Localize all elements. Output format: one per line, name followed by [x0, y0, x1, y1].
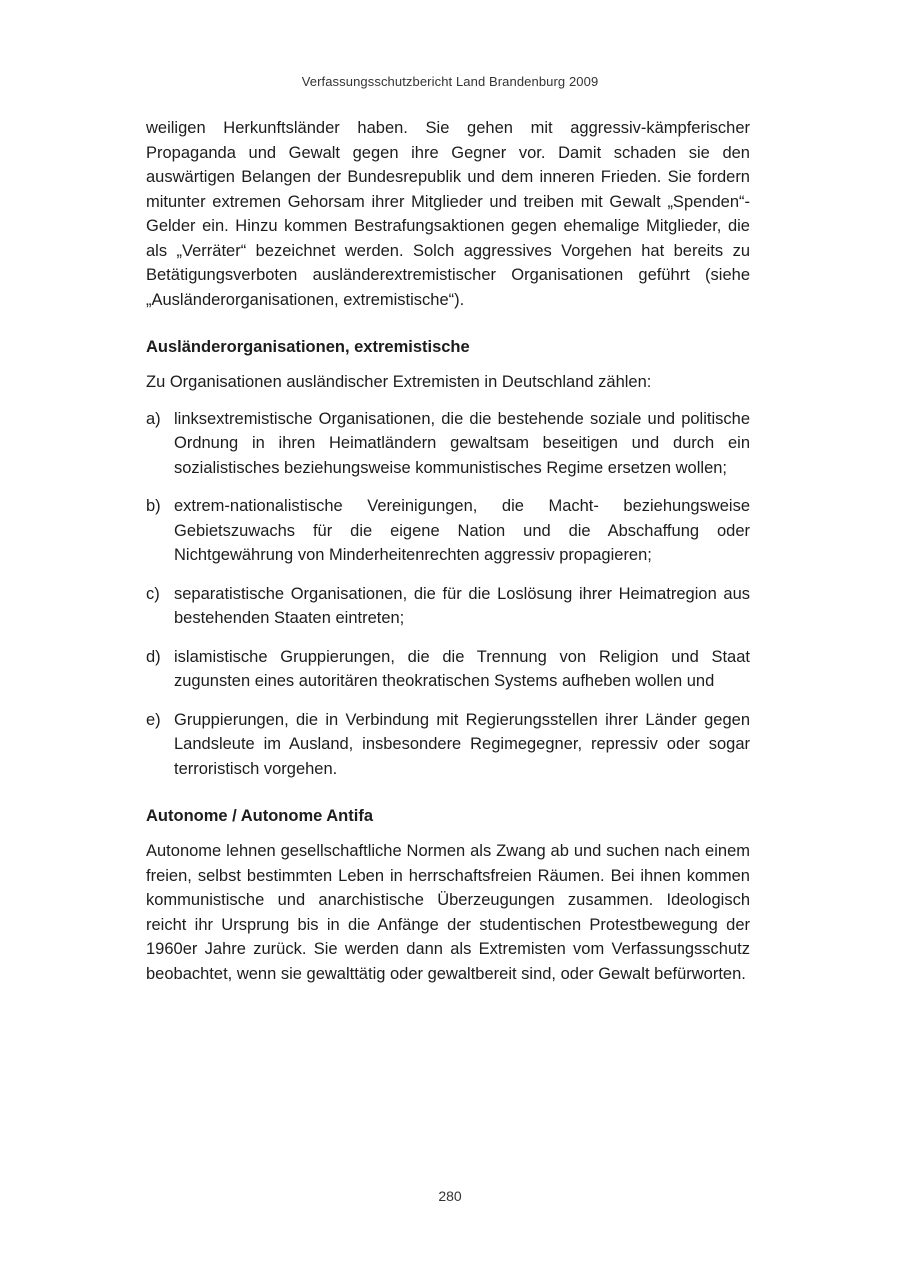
list-item-text: islamistische Gruppierungen, die die Trennung von Religion und Staat zugunsten eines autoritären theokratischen Systems aufheben wollen und — [174, 647, 750, 690]
continuation-paragraph: weiligen Herkunftsländer haben. Sie gehen mit aggressiv-kämpferischer Propaganda und Gewalt gegen ihre Gegner vor. Damit schaden sie den auswärtigen Belangen der Bundesrepublik und dem inneren Frieden. Sie fordern mitunter extremen Gehorsam ihrer Mitglieder und treiben mit Gewalt „Spenden“-Gelder ein. Hinzu kommen Bestrafungsaktionen gegen ehemalige Mitglieder, die als „Verräter“ bezeichnet werden. Solch aggressives Vorgehen hat bereits zu Betätigungsverboten ausländerextremistischer Organisationen geführt (siehe „Ausländerorganisationen, extremistische“). — [146, 119, 750, 309]
list-item-text: separatistische Organisationen, die für die Loslösung ihrer Heimatregion aus bestehenden Staaten eintreten; — [174, 584, 750, 627]
page-content — [146, 116, 750, 986]
list-item — [146, 708, 750, 782]
list-item — [146, 645, 750, 694]
autonome-paragraph: Autonome lehnen gesellschaftliche Normen als Zwang ab und suchen nach einem freien, selbst bestimmten Leben in herrschaftsfreien Räumen. Bei ihnen kommen kommunistische und anarchistische Überzeugungen zusammen. Ideologisch reicht ihr Ursprung bis in die Anfänge der studentischen Protestbewegung der 1960er Jahre zurück. Sie werden dann als Extremisten vom Verfassungsschutz beobachtet, wenn sie gewalttätig oder gewaltbereit sind, oder Gewalt befürworten. — [146, 842, 750, 983]
organisation-type-list — [146, 407, 750, 782]
list-item-text: Gruppierungen, die in Verbindung mit Regierungsstellen ihrer Länder gegen Landsleute im Ausland, insbesondere Regimegegner, repressiv oder sogar terroristisch vorgehen. — [174, 710, 750, 778]
section-intro: Zu Organisationen ausländischer Extremisten in Deutschland zählen: — [146, 373, 652, 391]
list-item — [146, 494, 750, 568]
section-heading-auslaenderorganisationen: Ausländerorganisationen, extremistische — [146, 338, 470, 356]
list-marker: a) — [146, 409, 161, 428]
section-heading-autonome: Autonome / Autonome Antifa — [146, 807, 374, 825]
list-marker: b) — [146, 497, 161, 515]
list-item-text: linksextremistische Organisationen, die die bestehende soziale und politische Ordnung in ihren Heimatländern gewaltsam beseitigen und durch ein sozialistisches beziehungsweise kommunistisches Regime ersetzen wollen; — [174, 409, 750, 477]
list-item — [146, 407, 750, 481]
list-item-text: extrem-nationalistische Vereinigungen, die Macht- beziehungsweise Gebietszuwachs für die eigene Nation und die Abschaffung oder Nichtgewährung von Minderheitenrechten aggressiv propagieren; — [174, 497, 750, 564]
list-marker: c) — [146, 584, 160, 603]
page-number: 280 — [438, 1188, 462, 1204]
list-marker: d) — [146, 647, 161, 666]
list-item — [146, 582, 750, 631]
running-header: Verfassungsschutzbericht Land Brandenburg 2009 — [301, 74, 599, 89]
list-marker: e) — [146, 710, 161, 729]
